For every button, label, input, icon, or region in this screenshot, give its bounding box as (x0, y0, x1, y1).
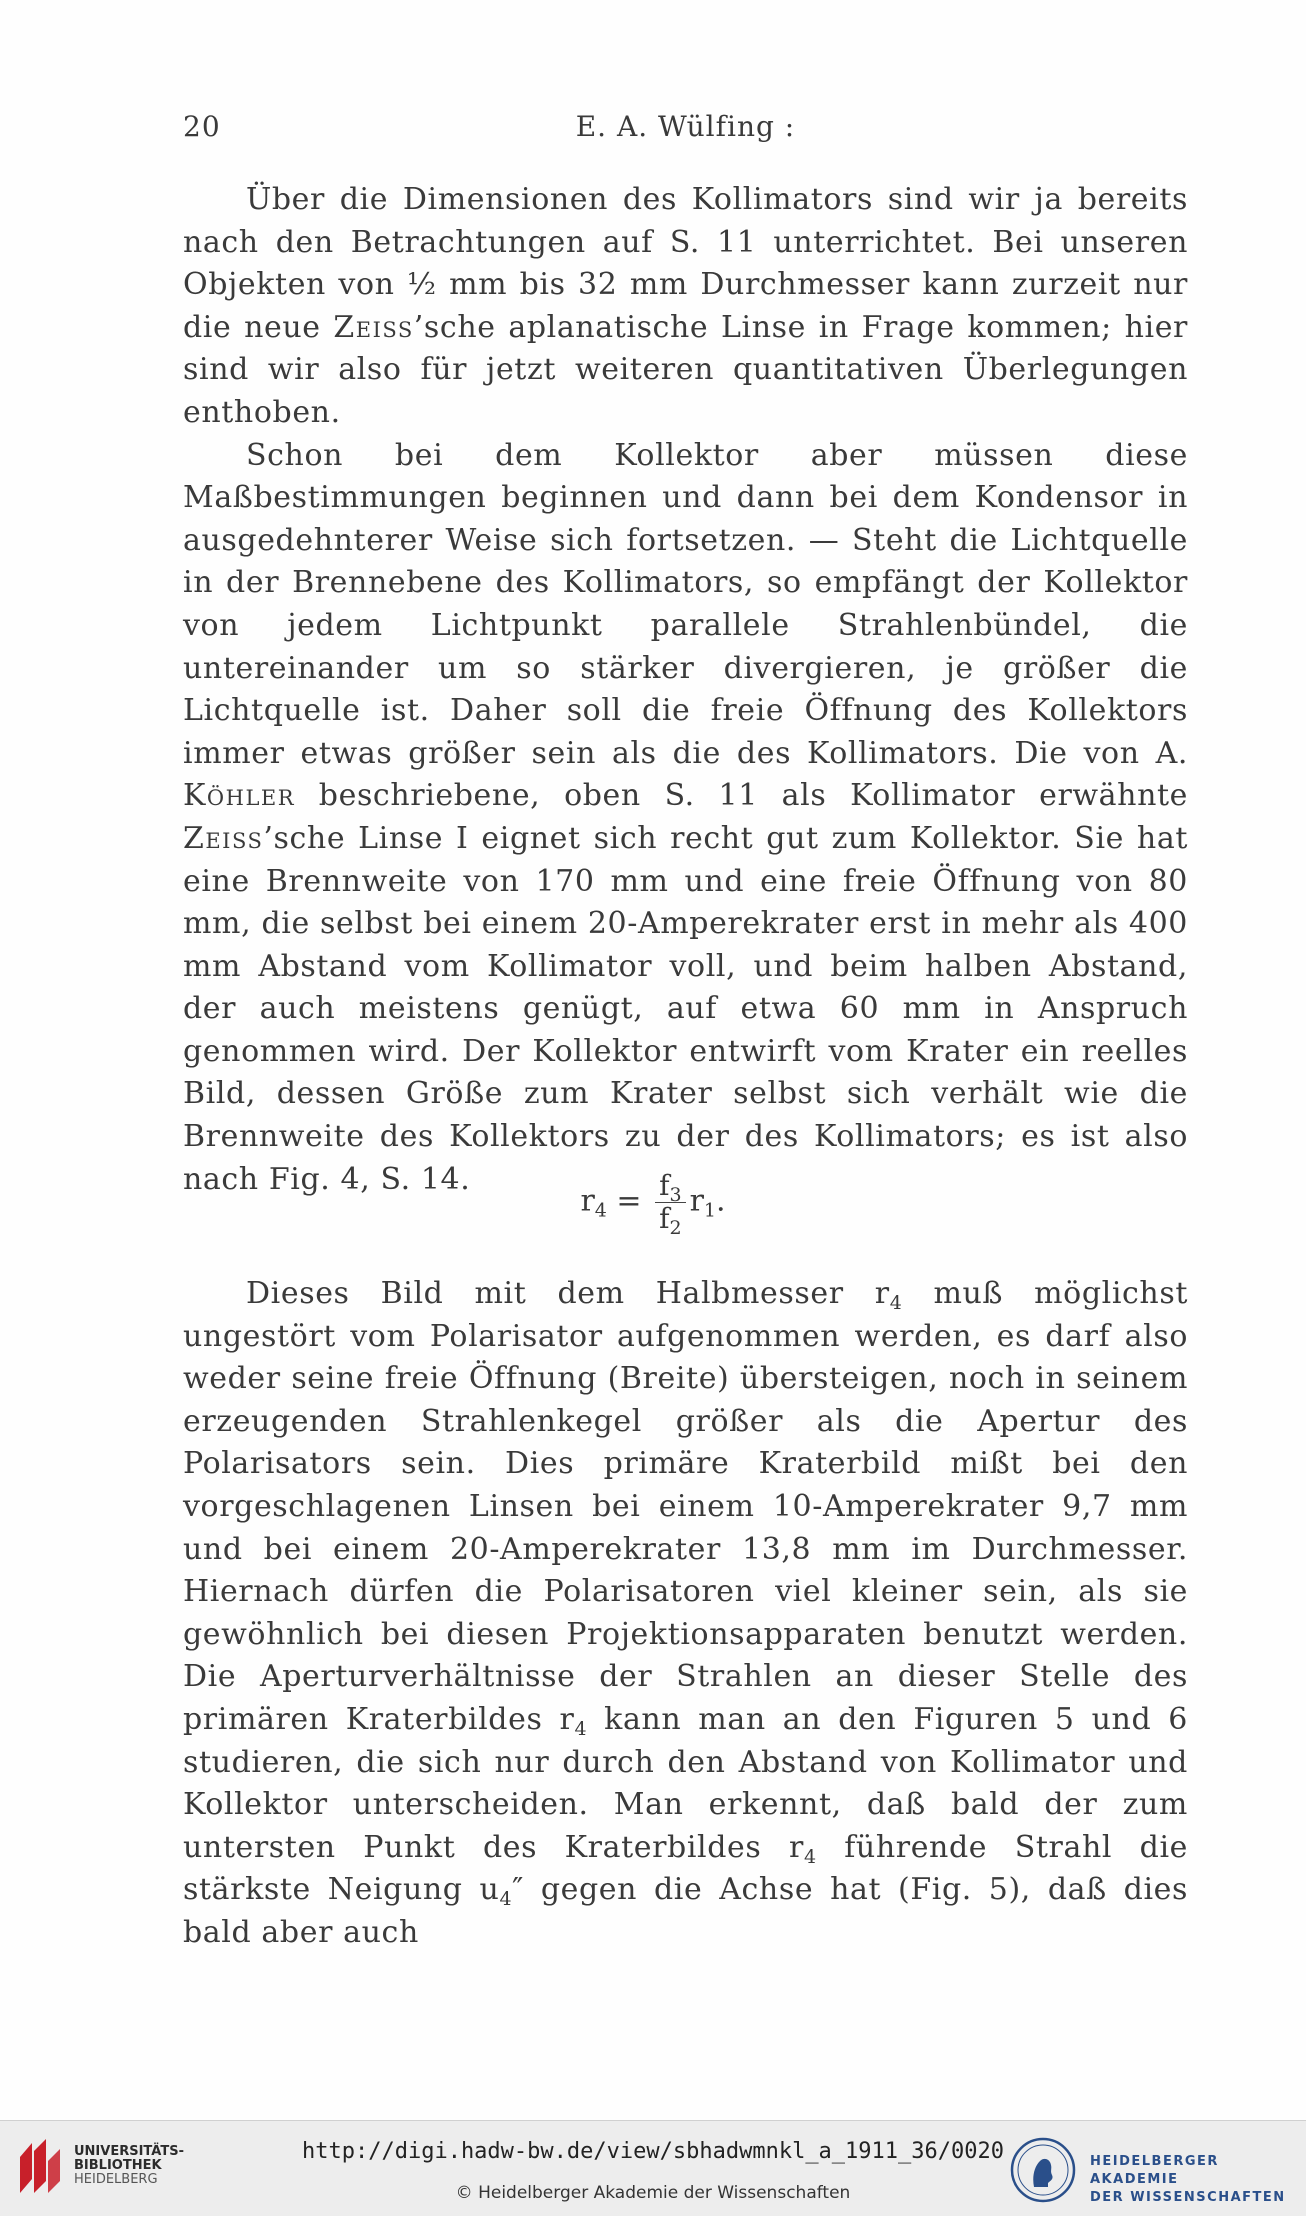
fraction-half: ½ (406, 267, 437, 303)
text-block-bottom (183, 1273, 1188, 1955)
page-header (183, 110, 1188, 150)
paragraph-3: Dieses Bild mit dem Halbmesser $r_4$ muß möglichst ungestört vom Polarisator aufgenommen werden, es darf also weder seine freie Öffnung (Breite) übersteigen, noch in seinem erzeugenden Strahlenkegel größer als die Apertur des Polarisators sein. Dies primäre Kraterbild mißt bei den vorgeschlagenen Linsen bei einem 10-Amperekrater 9,7 mm und bei einem 20-Amperekrater 13,8 mm im Durchmesser. Hiernach dürfen die Polarisatoren viel kleiner sein, als sie gewöhnlich bei diesen Projektionsapparaten benutzt werden. Die Aperturverhältnisse der Strahlen an dieser Stelle des primären Kraterbildes $r_4$ kann man an den Figuren 5 und 6 studieren, die sich nur durch den Abstand von Kollimator und Kollektor unterscheiden. Man erkennt, daß bald der zum untersten Punkt des Kraterbildes $r_4$ führende Strahl die stärkste Neigung $u_4''$ gegen die Achse hat (Fig. 5), daß dies bald aber auch (183, 1276, 1188, 1950)
name-zeiss: Zeiss (333, 309, 414, 345)
name-koehler: Köhler (183, 778, 296, 814)
running-head: E. A. Wülfing : (575, 110, 796, 143)
academy-seal-icon[interactable] (1010, 2137, 1076, 2207)
library-name: UNIVERSITÄTS- BIBLIOTHEK HEIDELBERG (74, 2144, 184, 2187)
viewer-footer (0, 2120, 1306, 2216)
permalink-url[interactable]: http://digi.hadw-bw.de/view/sbhadwmnkl_a_1911_36/0020 (302, 2139, 1004, 2164)
copyright-notice: © Heidelberger Akademie der Wissenschaften (455, 2183, 851, 2203)
paragraph-2: Schon bei dem Kollektor aber müssen diese Maßbestimmungen beginnen und dann bei dem Kondensor in ausgedehnterer Weise sich fortsetzen. — Steht die Lichtquelle in der Brennebene des Kollimators, so empfängt der Kollektor von jedem Lichtpunkt parallele Strahlenbündel, die untereinander um so stärker divergieren, je größer die Lichtquelle ist. Daher soll die freie Öffnung des Kollektors immer etwas größer sein als die des Kollimators. Die von A. Köhler beschriebene, oben S. 11 als Kollimator erwähnte Zeiss’sche Linse I eignet sich recht gut zum Kollektor. Sie hat eine Brennweite von 170 mm und eine freie Öffnung von 80 mm, die selbst bei einem 20-Amperekrater erst in mehr als 400 mm Abstand vom Kollimator voll, und beim halben Abstand, der auch meistens genügt, auf etwa 60 mm in Anspruch genommen wird. Der Kollektor entwirft vom Krater ein reelles Bild, dessen Größe zum Krater selbst sich verhält wie die Brennweite des Kollektors zu der des Kollimators; es ist also nach Fig. 4, S. 14. (183, 437, 1188, 1197)
equation: $r_4$ = $\frac{f_3}{f_2}$ $r_1$. (580, 1169, 726, 1239)
text-block-top (183, 179, 1188, 1201)
paragraph-1: Über die Dimensionen des Kollimators sind wir ja bereits nach den Betrachtungen auf S. 11 unterrichtet. Bei unseren Objekten von ½ mm bis 32 mm Durchmesser kann zurzeit nur die neue Zeiss’sche aplanatische Linse in Frage kommen; hier sind wir also für jetzt weiteren quantitativen Überlegungen enthoben. (183, 182, 1188, 430)
page-number: 20 (183, 110, 221, 143)
name-zeiss-2: Zeiss (183, 820, 264, 856)
academy-name: HEIDELBERGER AKADEMIE DER WISSENSCHAFTEN (1090, 2154, 1286, 2205)
equation-fraction: $\frac{f_3}{f_2}$ (655, 1170, 685, 1235)
